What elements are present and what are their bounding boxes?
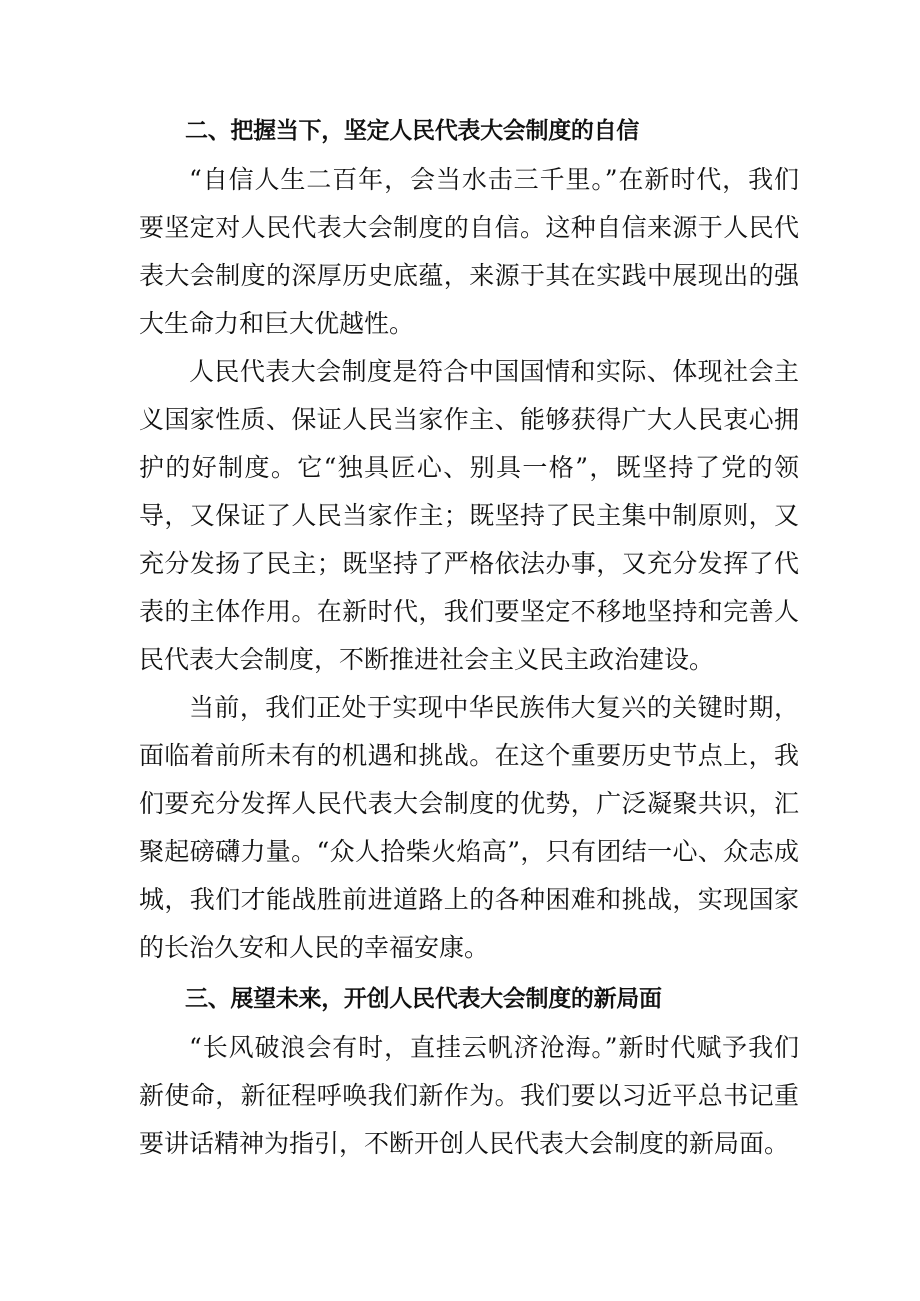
section-2-paragraph-1: “自信人生二百年，会当水击三千里。”在新时代，我们要坚定对人民代表大会制度的自信。这种自信来源于人民代表大会制度的深厚历史底蕴，来源于其在实践中展现出的强大生命力和巨大优越性。: [139, 165, 799, 338]
section-2-heading: 二、把握当下，坚定人民代表大会制度的自信: [185, 118, 640, 144]
section-2-paragraph-3: 当前，我们正处于实现中华民族伟大复兴的关键时期，面临着前所未有的机遇和挑战。在这个重要历史节点上，我们要充分发挥人民代表大会制度的优势，广泛凝聚共识，汇聚起磅礴力量。“众人拾柴火焰高”，只有团结一心、众志成城，我们才能战胜前进道路上的各种困难和挑战，实现国家的长治久安和人民的幸福安康。: [139, 693, 799, 962]
section-3-paragraph-1: “长风破浪会有时，直挂云帆济沧海。”新时代赋予我们新使命，新征程呼唤我们新作为。我们要以习近平总书记重要讲话精神为指引，不断开创人民代表大会制度的新局面。: [139, 1033, 799, 1158]
section-2-paragraph-2: 人民代表大会制度是符合中国国情和实际、体现社会主义国家性质、保证人民当家作主、能够获得广大人民衷心拥护的好制度。它“独具匠心、别具一格”，既坚持了党的领导，又保证了人民当家作主；既坚持了民主集中制原则，又充分发扬了民主；既坚持了严格依法办事，又充分发挥了代表的主体作用。在新时代，我们要坚定不移地坚持和完善人民代表大会制度，不断推进社会主义民主政治建设。: [139, 357, 799, 674]
section-3-heading: 三、展望未来，开创人民代表大会制度的新局面: [185, 986, 662, 1012]
